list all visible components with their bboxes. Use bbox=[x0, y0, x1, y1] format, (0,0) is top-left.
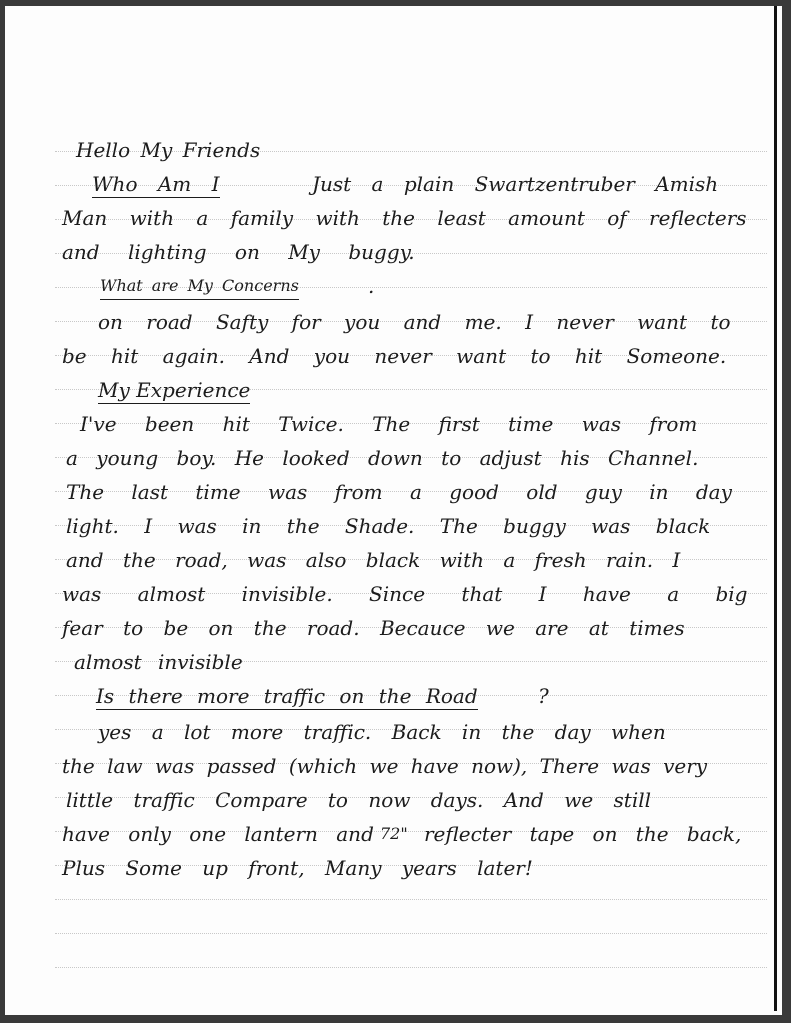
letter-line bbox=[0, 817, 791, 851]
letter-line bbox=[0, 715, 791, 749]
letter-line bbox=[0, 269, 791, 303]
letter-line bbox=[0, 339, 791, 373]
line-text: be hit again. And you never want to hit Someone. bbox=[62, 344, 727, 368]
letter-line bbox=[0, 441, 791, 475]
ruled-line bbox=[55, 967, 767, 968]
line-text: the law was passed (which we have now), There was very bbox=[62, 754, 708, 778]
line-text: Just a plain Swartzentruber Amish bbox=[312, 172, 719, 196]
letter-line bbox=[0, 201, 791, 235]
heading-concerns: What are My Concerns bbox=[100, 273, 299, 300]
line-text: 72" bbox=[380, 824, 408, 843]
letter-line bbox=[0, 645, 791, 679]
letter-line bbox=[0, 783, 791, 817]
line-text: on road Safty for you and me. I never want to bbox=[98, 310, 731, 334]
line-text: was almost invisible. Since that I have a big bbox=[62, 582, 748, 606]
letter-closing bbox=[0, 851, 791, 885]
letter-line bbox=[0, 509, 791, 543]
ruled-line bbox=[55, 933, 767, 934]
letter-line bbox=[0, 373, 791, 407]
letter-line bbox=[0, 679, 791, 713]
letter-line bbox=[0, 407, 791, 441]
greeting-text: Hello My Friends bbox=[76, 138, 261, 162]
line-text: reflecter tape on the back, bbox=[424, 822, 742, 846]
line-text: . bbox=[368, 274, 375, 298]
line-text: and the road, was also black with a fresh rain. I bbox=[66, 548, 681, 572]
line-text: yes a lot more traffic. Back in the day when bbox=[98, 720, 666, 744]
line-text: almost invisible bbox=[74, 650, 243, 674]
ruled-line bbox=[55, 899, 767, 900]
line-text: Man with a family with the least amount of reflecters bbox=[62, 206, 747, 230]
line-text: Plus Some up front, Many years later! bbox=[62, 856, 533, 880]
letter-line bbox=[0, 305, 791, 339]
line-text: fear to be on the road. Becauce we are at times bbox=[62, 616, 685, 640]
letter-greeting bbox=[0, 133, 791, 167]
line-text: and lighting on My buggy. bbox=[62, 240, 415, 264]
line-text: have only one lantern and bbox=[62, 822, 374, 846]
line-text: a young boy. He looked down to adjust his Channel. bbox=[66, 446, 699, 470]
letter-line bbox=[0, 235, 791, 269]
letter-line bbox=[0, 611, 791, 645]
line-text: I've been hit Twice. The first time was from bbox=[80, 412, 698, 436]
letter-line bbox=[0, 543, 791, 577]
line-text: little traffic Compare to now days. And we still bbox=[66, 788, 652, 812]
letter-line bbox=[0, 475, 791, 509]
line-text: ? bbox=[538, 684, 549, 708]
letter-line bbox=[0, 167, 791, 201]
letter-line bbox=[0, 749, 791, 783]
heading-who-am-i: Who Am I bbox=[92, 172, 220, 196]
line-text: The last time was from a good old guy in day bbox=[66, 480, 732, 504]
line-text: light. I was in the Shade. The buggy was black bbox=[66, 514, 711, 538]
letter-line bbox=[0, 577, 791, 611]
heading-traffic-question: Is there more traffic on the Road bbox=[96, 684, 478, 708]
heading-experience: My Experience bbox=[98, 378, 251, 402]
